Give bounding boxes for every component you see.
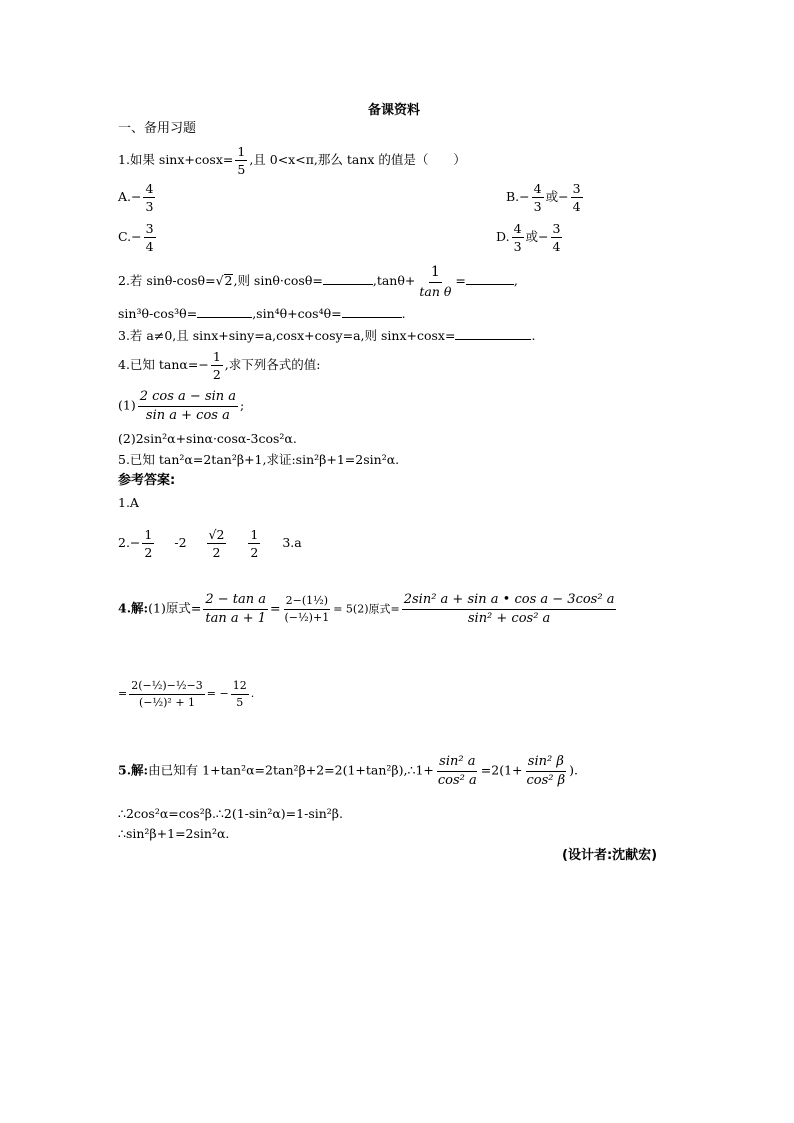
designer-credit: (设计者:沈献宏) (562, 848, 658, 863)
q1-option-b: B.− $\frac{4}{3}$ 或− $\frac{3}{4}$ (506, 181, 581, 215)
q1-stem-a: 1.如果 sinx+cosx= (118, 152, 234, 168)
question-4-part-2: (2)2sin²α+sinα·cosα-3cos²α. (118, 431, 297, 446)
question-2: 2.若 sinθ-cosθ=√2,则 sinθ·cosθ= ,tanθ+ $\frac{1}{\text{tan θ}}$ = , (118, 264, 518, 299)
section-heading: 一、备用习题 (118, 121, 197, 136)
answers-heading: 参考答案: (118, 473, 176, 488)
answer-5-line-3: ∴sin²β+1=2sin²α. (118, 826, 230, 841)
question-4: 4.已知 tanα=− $\frac{1}{2}$ ,求下列各式的值: (118, 349, 321, 383)
question-2-line-2: sin³θ-cos³θ= ,sin⁴θ+cos⁴θ= . (118, 306, 406, 321)
answer-4: 4.解:(1)原式= $\frac{\text{2 − tan a}}{\text{tan a + 1}}$ = $\frac{\text{2−(1½)}}{\text{(−½)+1}}$ = 5(2)原式= $\frac{\text{2sin² a + sin a • cos a − 3cos² a}}{\text{sin² + cos² a}}$ (118, 592, 615, 626)
page-title: 备课资料 (368, 103, 421, 118)
q1-option-c: C.− $\frac{3}{4}$ (118, 221, 154, 255)
question-5: 5.已知 tan²α=2tan²β+1,求证:sin²β+1=2sin²α. (118, 452, 400, 467)
question-1 (118, 145, 466, 176)
answer-5: 5.解:由已知有 1+tan²α=2tan²β+2=2(1+tan²β),∴1+ $\frac{\text{sin² a}}{\text{cos² a}}$ =2(1+ $\frac{\text{sin² β}}{\text{cos² β}}$ ). (118, 754, 578, 788)
q1-fraction: $\frac{1}{5}$ (237, 144, 246, 178)
q1-option-a: A.− $\frac{4}{3}$ (118, 181, 154, 215)
q1-stem-b: ,且 0<x<π,那么 tanx 的值是（ ） (249, 152, 466, 168)
q1-option-d: D. $\frac{4}{3}$ 或− $\frac{3}{4}$ (496, 221, 561, 255)
question-3: 3.若 a≠0,且 sinx+siny=a,cosx+cosy=a,则 sinx+cosx= . (118, 328, 536, 343)
question-4-part-1: (1) $\frac{\text{2 cos a − sin a}}{\text{sin a + cos a}}$ ; (118, 389, 245, 423)
answer-1: 1.A (118, 495, 139, 510)
answer-2-3: 2.− $\frac{1}{2}$ -2 $\frac{√2}{2}$ $\frac{1}{2}$ 3.a (118, 527, 302, 561)
answer-4-line-2: = $\frac{\text{2(−½)−½−3}}{\text{(−½)² + 1}}$ = − $\frac{12}{5}$ . (118, 679, 255, 709)
answer-5-line-2: ∴2cos²α=cos²β.∴2(1-sin²α)=1-sin²β. (118, 806, 343, 821)
